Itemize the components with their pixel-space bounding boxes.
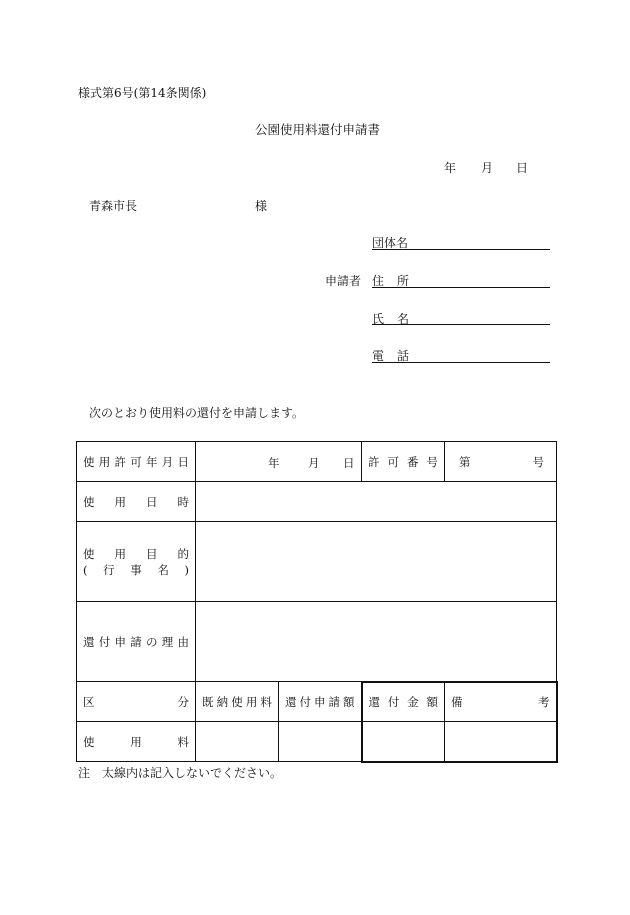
fee-row-label: 使 用 料 <box>77 722 196 762</box>
address-label: 住 所 <box>372 274 409 288</box>
reason-label: 還 付 申 請 の 理 由 <box>77 602 196 682</box>
group-name-label: 団体名 <box>372 236 409 250</box>
paid-fee-header: 既 納 使 用 料 <box>196 682 279 722</box>
table-row <box>77 482 557 522</box>
honorific: 様 <box>255 199 268 213</box>
use-datetime-label: 使 用 日 時 <box>77 482 196 522</box>
requested-amount-field[interactable] <box>279 722 362 762</box>
phone-field[interactable] <box>372 362 550 363</box>
table-row <box>77 442 557 482</box>
footnote: 注 太線内は記入しないでください。 <box>78 766 283 780</box>
form-number: 様式第6号(第14条関係) <box>78 86 207 100</box>
group-name-field[interactable] <box>372 249 550 250</box>
table-row <box>77 602 557 682</box>
table-row <box>77 722 557 762</box>
purpose-field[interactable] <box>196 522 557 602</box>
remarks-header: 備 考 <box>445 682 557 722</box>
applicant-label: 申請者 <box>325 274 362 288</box>
intro-text: 次のとおり使用料の還付を申請します。 <box>89 406 305 420</box>
permit-number-label: 許 可 番 号 <box>362 442 445 482</box>
date-month: 月 <box>481 161 494 175</box>
reason-field[interactable] <box>196 602 557 682</box>
phone-label: 電 話 <box>372 349 409 363</box>
address-field[interactable] <box>372 287 550 288</box>
name-label: 氏 名 <box>372 312 409 326</box>
document-title: 公園使用料還付申請書 <box>255 122 381 137</box>
category-header: 区 分 <box>77 682 196 722</box>
remarks-field <box>445 722 557 762</box>
permit-number-field[interactable]: 第 号 <box>445 442 557 482</box>
permit-date-label: 使 用 許 可 年 月 日 <box>77 442 196 482</box>
refund-amount-field <box>362 722 445 762</box>
permit-date-field[interactable]: 年 月 日 <box>196 442 362 482</box>
date-day: 日 <box>516 161 529 175</box>
refund-amount-header: 還 付 金 額 <box>362 682 445 722</box>
addressee: 青森市長 <box>89 199 138 213</box>
refund-form-table <box>76 441 558 763</box>
purpose-label: 使 用 目 的 ( 行 事 名 ) <box>77 522 196 602</box>
name-field[interactable] <box>372 324 550 325</box>
requested-amount-header: 還 付 申 請 額 <box>279 682 362 722</box>
table-row <box>77 522 557 602</box>
table-row <box>77 682 557 722</box>
use-datetime-field[interactable] <box>196 482 557 522</box>
paid-fee-field[interactable] <box>196 722 279 762</box>
date-year: 年 <box>444 161 457 175</box>
